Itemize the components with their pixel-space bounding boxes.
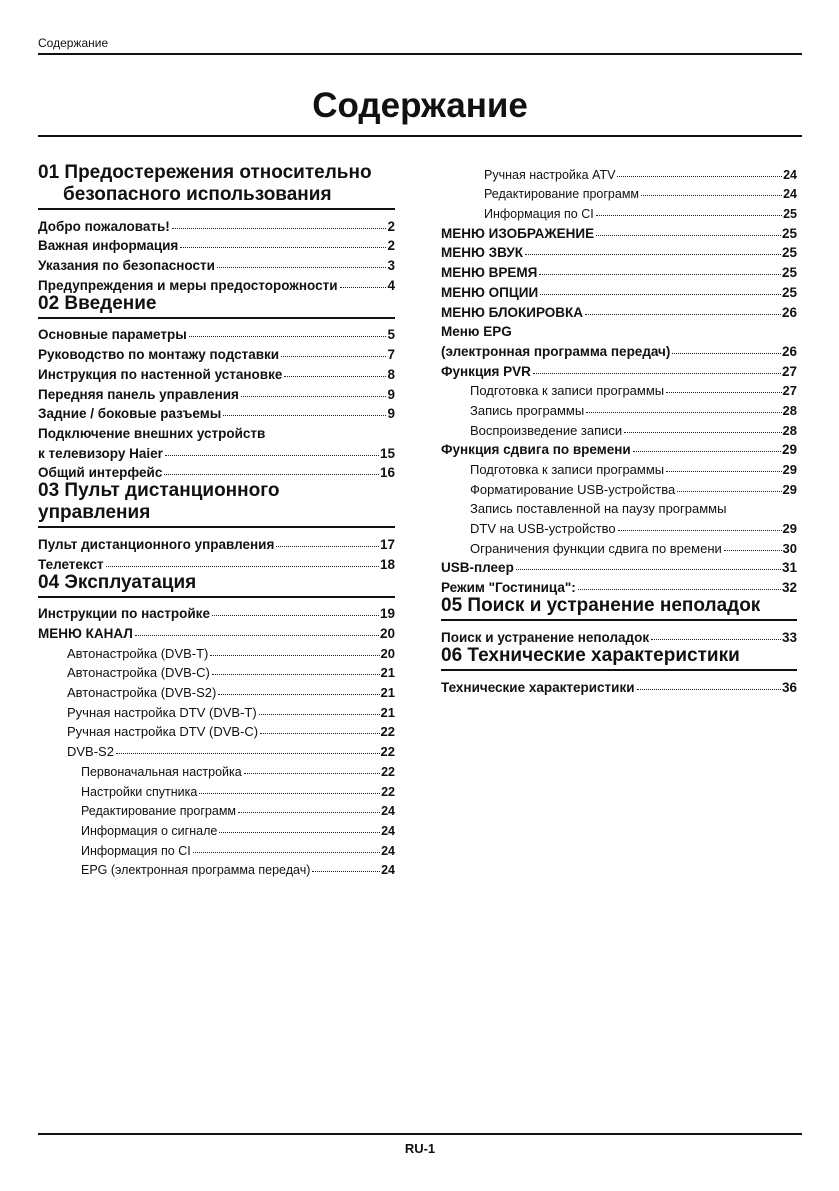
toc-entry[interactable] bbox=[441, 575, 797, 595]
toc-entry-page: 29 bbox=[781, 442, 797, 458]
title-rule bbox=[38, 135, 802, 137]
toc-entry-label: МЕНЮ ОПЦИИ bbox=[441, 284, 539, 300]
toc-entry[interactable] bbox=[441, 162, 797, 182]
toc-entry-label: USB-плеер bbox=[441, 560, 514, 576]
toc-entry-page: 20 bbox=[380, 645, 395, 661]
toc-entry-page: 27 bbox=[782, 383, 797, 399]
toc-entry-label: Информация о сигнале bbox=[81, 823, 218, 838]
toc-entry[interactable] bbox=[38, 759, 395, 779]
toc-entry-label: Автонастройка (DVB-S2) bbox=[67, 685, 217, 701]
toc-entry-page: 4 bbox=[387, 277, 395, 293]
toc-entry[interactable] bbox=[38, 779, 395, 799]
toc-entry[interactable] bbox=[38, 234, 395, 254]
toc-entry-page: 28 bbox=[782, 402, 797, 418]
toc-entry[interactable] bbox=[441, 477, 797, 497]
toc-entry-label: Подготовка к записи программы bbox=[470, 462, 665, 477]
toc-entry-page: 27 bbox=[781, 363, 797, 379]
toc-entry-label: Автонастройка (DVB-C) bbox=[67, 665, 210, 681]
page-number: RU-1 bbox=[404, 1141, 436, 1156]
toc-entry[interactable] bbox=[38, 700, 395, 720]
toc-entry[interactable] bbox=[38, 641, 395, 661]
toc-entry-label: Технические характеристики bbox=[441, 679, 635, 695]
toc-entry-page: 28 bbox=[782, 422, 797, 438]
toc-entry-page: 22 bbox=[380, 724, 395, 740]
toc-entry-label: Инструкции по настройке bbox=[38, 606, 210, 622]
toc-entry-page: 24 bbox=[783, 187, 797, 202]
toc-entry-label: DVB-S2 bbox=[67, 744, 114, 760]
toc-entry[interactable] bbox=[441, 359, 797, 379]
toc-entry-label: EPG (электронная программа передач) bbox=[81, 863, 311, 878]
toc-entry-label: Ручная настройка ATV bbox=[484, 167, 616, 182]
toc-entry-page: 18 bbox=[379, 556, 395, 572]
toc-entry-page: 24 bbox=[381, 823, 395, 838]
toc-entry[interactable] bbox=[441, 457, 797, 477]
toc-entry-label: МЕНЮ ЗВУК bbox=[441, 245, 524, 261]
toc-entry-page: 19 bbox=[379, 606, 395, 622]
running-head: Содержание bbox=[38, 36, 109, 50]
toc-entry-page: 21 bbox=[380, 704, 395, 720]
toc-entry-label: Воспроизведение записи bbox=[470, 422, 623, 438]
toc-entry-page: 8 bbox=[387, 366, 395, 382]
toc-entry[interactable] bbox=[38, 253, 395, 273]
toc-entry-label: Указания по безопасности bbox=[38, 258, 215, 274]
toc-entry-page: 3 bbox=[387, 258, 395, 274]
toc-entry-label: Автонастройка (DVB-T) bbox=[67, 645, 209, 661]
toc-entry-page: 25 bbox=[781, 265, 797, 281]
section-06-heading: 06 Технические характеристики bbox=[441, 645, 797, 671]
toc-entry[interactable] bbox=[441, 201, 797, 221]
toc-entry-page: 33 bbox=[781, 629, 797, 645]
toc-entry[interactable] bbox=[441, 398, 797, 418]
toc-entry[interactable] bbox=[38, 602, 395, 622]
toc-entry[interactable] bbox=[38, 214, 395, 234]
toc-entry-label: МЕНЮ КАНАЛ bbox=[38, 626, 133, 641]
toc-entry-page: 15 bbox=[379, 445, 395, 461]
toc-entry-page: 36 bbox=[781, 679, 797, 695]
section-01-heading bbox=[38, 162, 395, 210]
toc-entry-label: Инструкция по настенной установке bbox=[38, 366, 283, 382]
toc-entry[interactable] bbox=[38, 818, 395, 838]
toc-entry-label: к телевизору Haier bbox=[38, 445, 163, 461]
toc-entry-page: 29 bbox=[782, 521, 797, 537]
toc-entry-page: 29 bbox=[782, 481, 797, 497]
toc-entry[interactable] bbox=[38, 799, 395, 819]
toc-entry-label: Редактирование программ bbox=[81, 804, 237, 819]
toc-entry-page: 22 bbox=[380, 744, 395, 760]
toc-entry-label: Настройки спутника bbox=[81, 784, 198, 799]
toc-entry[interactable] bbox=[441, 625, 797, 645]
toc-entry-page: 17 bbox=[379, 536, 395, 552]
toc-entry[interactable] bbox=[38, 461, 395, 481]
toc-entry-label: Ручная настройка DTV (DVB-C) bbox=[67, 724, 259, 740]
toc-entry-label: Пульт дистанционного управления bbox=[38, 536, 275, 552]
toc-entry[interactable] bbox=[38, 661, 395, 681]
toc-entry-label: Руководство по монтажу подставки bbox=[38, 347, 280, 363]
section-01-line2: безопасного использования bbox=[63, 184, 332, 205]
toc-entry-page: 31 bbox=[781, 560, 797, 576]
toc-entry-label: Общий интерфейс bbox=[38, 465, 163, 481]
toc-entry[interactable] bbox=[441, 300, 797, 320]
toc-entry-page: 24 bbox=[381, 863, 395, 878]
toc-entry-label: Информация по CI bbox=[81, 843, 191, 858]
toc-entry[interactable] bbox=[441, 675, 797, 695]
toc-entry-label: Поиск и устранение неполадок bbox=[441, 629, 650, 645]
toc-entry-page: 16 bbox=[379, 465, 395, 481]
toc-entry[interactable] bbox=[441, 182, 797, 202]
toc-entry[interactable] bbox=[441, 556, 797, 576]
toc-entry-page: 25 bbox=[781, 245, 797, 261]
toc-entry-page: 21 bbox=[380, 665, 395, 681]
toc-entry-page: 25 bbox=[781, 225, 797, 241]
section-01-line1: 01 Предостережения относительно bbox=[38, 162, 372, 183]
toc-entry-label: (электронная программа передач) bbox=[441, 343, 671, 359]
toc-entry[interactable] bbox=[441, 260, 797, 280]
toc-entry-line1: Подключение внешних устройств bbox=[38, 425, 266, 441]
toc-entry[interactable] bbox=[441, 241, 797, 261]
toc-entry-page: 26 bbox=[781, 304, 797, 320]
toc-entry-label: Основные параметры bbox=[38, 327, 187, 343]
toc-entry-label: Важная информация bbox=[38, 238, 179, 254]
toc-entry[interactable] bbox=[441, 418, 797, 438]
toc-entry[interactable] bbox=[441, 379, 797, 399]
toc-entry[interactable] bbox=[38, 402, 395, 422]
toc-entry-label: Предупреждения и меры предосторожности bbox=[38, 277, 338, 293]
toc-entry-label: DTV на USB-устройство bbox=[470, 521, 616, 537]
toc-entry-label: Ограничения функции сдвига по времени bbox=[470, 540, 722, 556]
toc-entry-page: 26 bbox=[781, 343, 797, 359]
toc-entry-label: Функция сдвига по времени bbox=[441, 442, 631, 458]
toc-entry[interactable] bbox=[38, 362, 395, 382]
toc-entry[interactable] bbox=[38, 680, 395, 700]
toc-entry-page: 22 bbox=[381, 764, 395, 779]
toc-entry-page: 21 bbox=[380, 685, 395, 701]
toc-entry[interactable] bbox=[38, 273, 395, 293]
toc-entry[interactable] bbox=[38, 739, 395, 759]
header-rule bbox=[38, 53, 802, 55]
toc-entry[interactable] bbox=[38, 382, 395, 402]
toc-entry[interactable] bbox=[38, 323, 395, 343]
toc-entry-page: 2 bbox=[387, 218, 395, 234]
toc-entry-line1: Меню EPG bbox=[441, 324, 512, 340]
section-05-heading: 05 Поиск и устранение неполадок bbox=[441, 595, 797, 621]
toc-entry-page: 32 bbox=[781, 580, 797, 596]
toc-entry[interactable] bbox=[441, 221, 797, 241]
toc-entry[interactable] bbox=[38, 621, 395, 641]
toc-entry[interactable] bbox=[38, 342, 395, 362]
toc-entry[interactable] bbox=[38, 552, 395, 572]
toc-entry-label: Передняя панель управления bbox=[38, 386, 239, 402]
toc-entry-label: Первоначальная настройка bbox=[81, 764, 242, 779]
section-02-heading: 02 Введение bbox=[38, 293, 395, 319]
toc-entry[interactable] bbox=[441, 339, 797, 359]
toc-entry-label: Задние / боковые разъемы bbox=[38, 406, 222, 422]
toc-entry-page: 22 bbox=[381, 784, 395, 799]
toc-entry-label: Форматирование USB-устройства bbox=[470, 481, 676, 497]
toc-entry-page: 9 bbox=[387, 406, 395, 422]
toc-entry-page: 24 bbox=[381, 804, 395, 819]
toc-right-column bbox=[441, 162, 797, 695]
toc-entry-label: Подготовка к записи программы bbox=[470, 383, 665, 399]
footer-rule bbox=[38, 1133, 802, 1135]
toc-entry-page: 24 bbox=[783, 167, 797, 182]
toc-entry-label: МЕНЮ ИЗОБРАЖЕНИЕ bbox=[441, 225, 595, 241]
toc-entry-label: Информация по CI bbox=[484, 207, 594, 222]
toc-entry-label: Телетекст bbox=[38, 556, 104, 572]
toc-entry-label: Ручная настройка DTV (DVB-T) bbox=[67, 704, 257, 720]
toc-entry[interactable] bbox=[38, 838, 395, 858]
toc-entry[interactable] bbox=[441, 438, 797, 458]
toc-entry[interactable] bbox=[441, 516, 797, 536]
toc-entry-page: 9 bbox=[387, 386, 395, 402]
toc-entry-page: 29 bbox=[782, 462, 797, 477]
toc-entry[interactable] bbox=[38, 441, 395, 461]
toc-entry-page: 25 bbox=[783, 207, 797, 222]
toc-entry-line1: Запись поставленной на паузу программы bbox=[470, 501, 727, 517]
toc-entry-page: 5 bbox=[387, 327, 395, 343]
toc-entry-page: 2 bbox=[387, 238, 395, 254]
toc-entry[interactable] bbox=[38, 858, 395, 878]
toc-entry-label: МЕНЮ ВРЕМЯ bbox=[441, 265, 538, 281]
toc-entry-page: 25 bbox=[781, 284, 797, 300]
toc-entry[interactable] bbox=[38, 532, 395, 552]
toc-entry-label: МЕНЮ БЛОКИРОВКА bbox=[441, 304, 584, 320]
page-title: Содержание bbox=[312, 86, 528, 125]
toc-entry-label: Запись программы bbox=[470, 402, 585, 418]
toc-left-column bbox=[38, 162, 395, 877]
toc-entry-label: Редактирование программ bbox=[484, 187, 640, 202]
toc-entry[interactable] bbox=[38, 720, 395, 740]
toc-entry-label: Функция PVR bbox=[441, 363, 531, 379]
toc-entry-page: 24 bbox=[381, 843, 395, 858]
section-04-heading: 04 Эксплуатация bbox=[38, 572, 395, 598]
toc-entry[interactable] bbox=[441, 280, 797, 300]
section-03-heading: 03 Пульт дистанционного управления bbox=[38, 480, 395, 528]
toc-entry-page: 30 bbox=[782, 540, 797, 556]
toc-entry-page: 20 bbox=[379, 626, 395, 641]
toc-entry-label: Режим "Гостиница": bbox=[441, 580, 576, 596]
toc-entry-label: Добро пожаловать! bbox=[38, 218, 170, 234]
toc-entry-page: 7 bbox=[387, 347, 395, 363]
toc-entry[interactable] bbox=[441, 536, 797, 556]
